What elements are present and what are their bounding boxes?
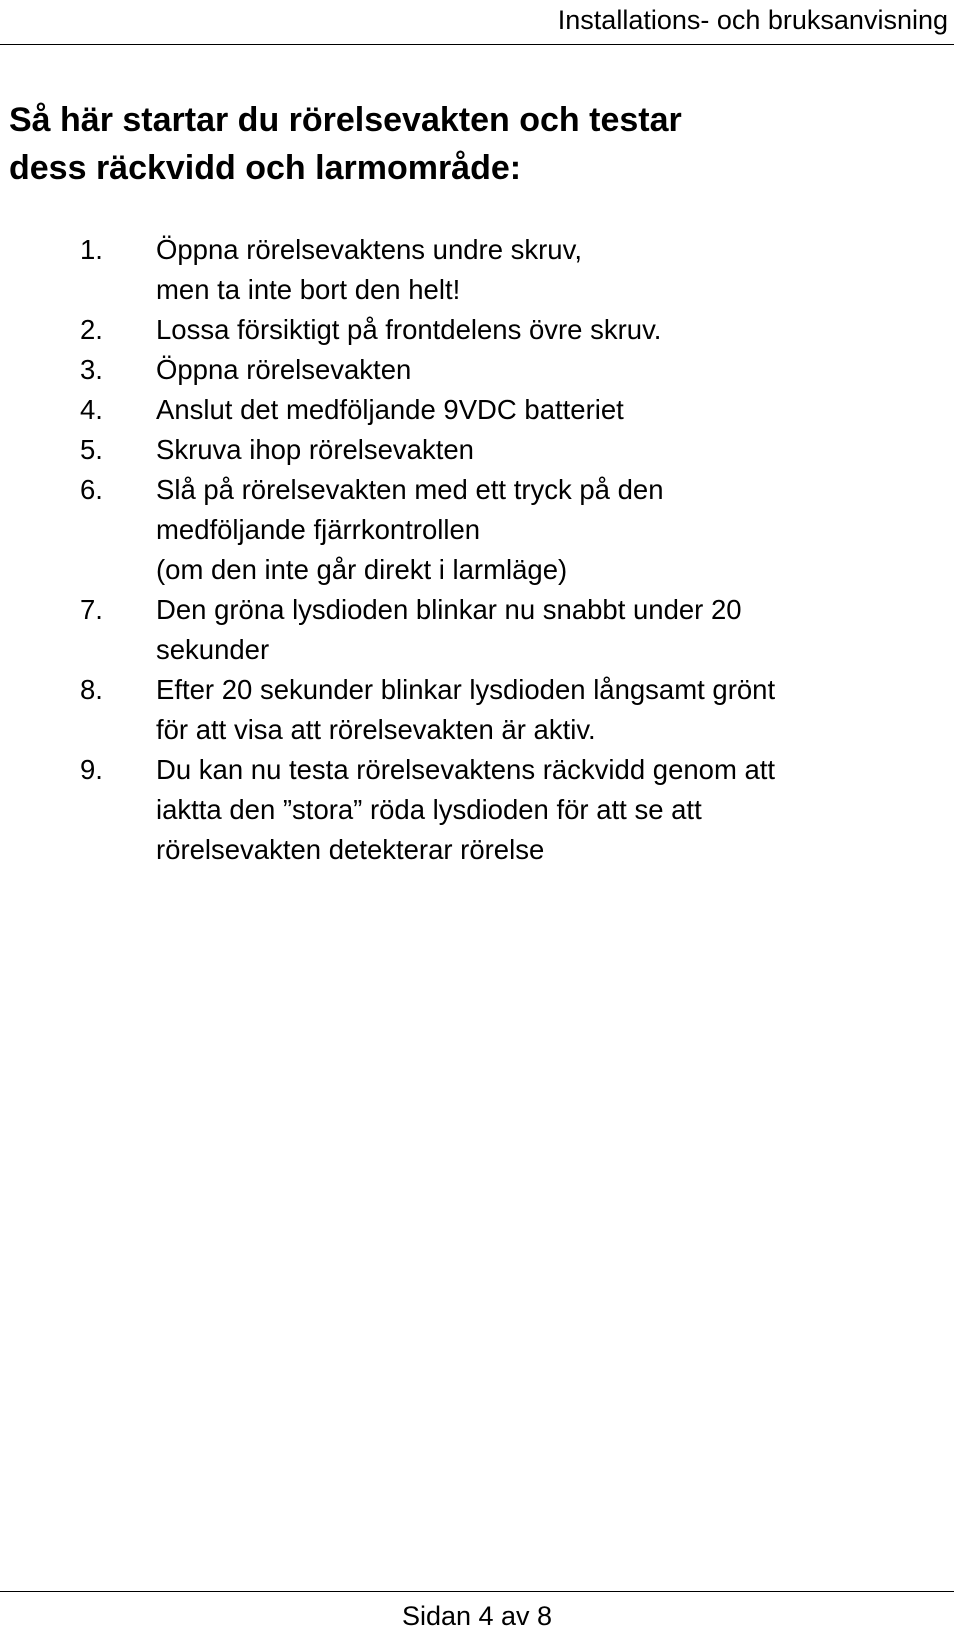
step-text-line: Den gröna lysdioden blinkar nu snabbt under 20 bbox=[156, 594, 742, 625]
step-text bbox=[156, 750, 960, 870]
page-number: Sidan 4 av 8 bbox=[401, 1601, 553, 1631]
step-number: 1. bbox=[80, 234, 103, 265]
step-5 bbox=[0, 430, 960, 470]
step-number: 2. bbox=[80, 314, 103, 345]
step-6 bbox=[0, 470, 960, 590]
step-text-line: Du kan nu testa rörelsevaktens räckvidd genom att bbox=[156, 754, 776, 785]
page-header bbox=[0, 0, 954, 45]
step-9 bbox=[0, 750, 960, 870]
step-text bbox=[156, 670, 960, 750]
step-text-line: medföljande fjärrkontrollen bbox=[156, 514, 481, 545]
step-text-line: Öppna rörelsevaktens undre skruv, bbox=[156, 234, 582, 265]
step-text bbox=[156, 350, 960, 390]
step-text bbox=[156, 430, 960, 470]
step-text-line: för att visa att rörelsevakten är aktiv. bbox=[156, 714, 596, 745]
step-8 bbox=[0, 670, 960, 750]
step-text-line: Slå på rörelsevakten med ett tryck på den bbox=[156, 474, 664, 505]
instruction-steps bbox=[0, 230, 960, 870]
step-text-line: Anslut det medföljande 9VDC batteriet bbox=[156, 394, 624, 425]
step-text-line: men ta inte bort den helt! bbox=[156, 274, 461, 305]
step-1 bbox=[0, 230, 960, 310]
step-number: 5. bbox=[80, 434, 103, 465]
step-text-line: Efter 20 sekunder blinkar lysdioden långsamt grönt bbox=[156, 674, 776, 705]
step-text bbox=[156, 390, 960, 430]
step-2 bbox=[0, 310, 960, 350]
step-number: 7. bbox=[80, 594, 103, 625]
step-text bbox=[156, 590, 960, 670]
step-text-line: (om den inte går direkt i larmläge) bbox=[156, 554, 568, 585]
step-3 bbox=[0, 350, 960, 390]
step-number: 3. bbox=[80, 354, 103, 385]
step-text-line: Lossa försiktigt på frontdelens övre skruv. bbox=[156, 314, 662, 345]
step-number: 8. bbox=[80, 674, 103, 705]
step-text bbox=[156, 310, 960, 350]
step-text bbox=[156, 470, 960, 590]
step-number: 9. bbox=[80, 754, 103, 785]
document-title: Installations- och bruksanvisning bbox=[557, 5, 948, 35]
step-7 bbox=[0, 590, 960, 670]
step-text-line: rörelsevakten detekterar rörelse bbox=[156, 834, 545, 865]
section-heading-line-2: dess räckvidd och larmområde: bbox=[9, 149, 522, 187]
step-text-line: Skruva ihop rörelsevakten bbox=[156, 434, 474, 465]
step-text-line: iaktta den ”stora” röda lysdioden för att se att bbox=[156, 794, 702, 825]
section-heading bbox=[9, 96, 939, 192]
step-4 bbox=[0, 390, 960, 430]
step-text-line: Öppna rörelsevakten bbox=[156, 354, 412, 385]
page-footer bbox=[0, 1591, 954, 1642]
step-number: 4. bbox=[80, 394, 103, 425]
step-text bbox=[156, 230, 960, 310]
step-text-line: sekunder bbox=[156, 634, 270, 665]
step-number: 6. bbox=[80, 474, 103, 505]
section-heading-line-1: Så här startar du rörelsevakten och testar bbox=[9, 101, 682, 139]
